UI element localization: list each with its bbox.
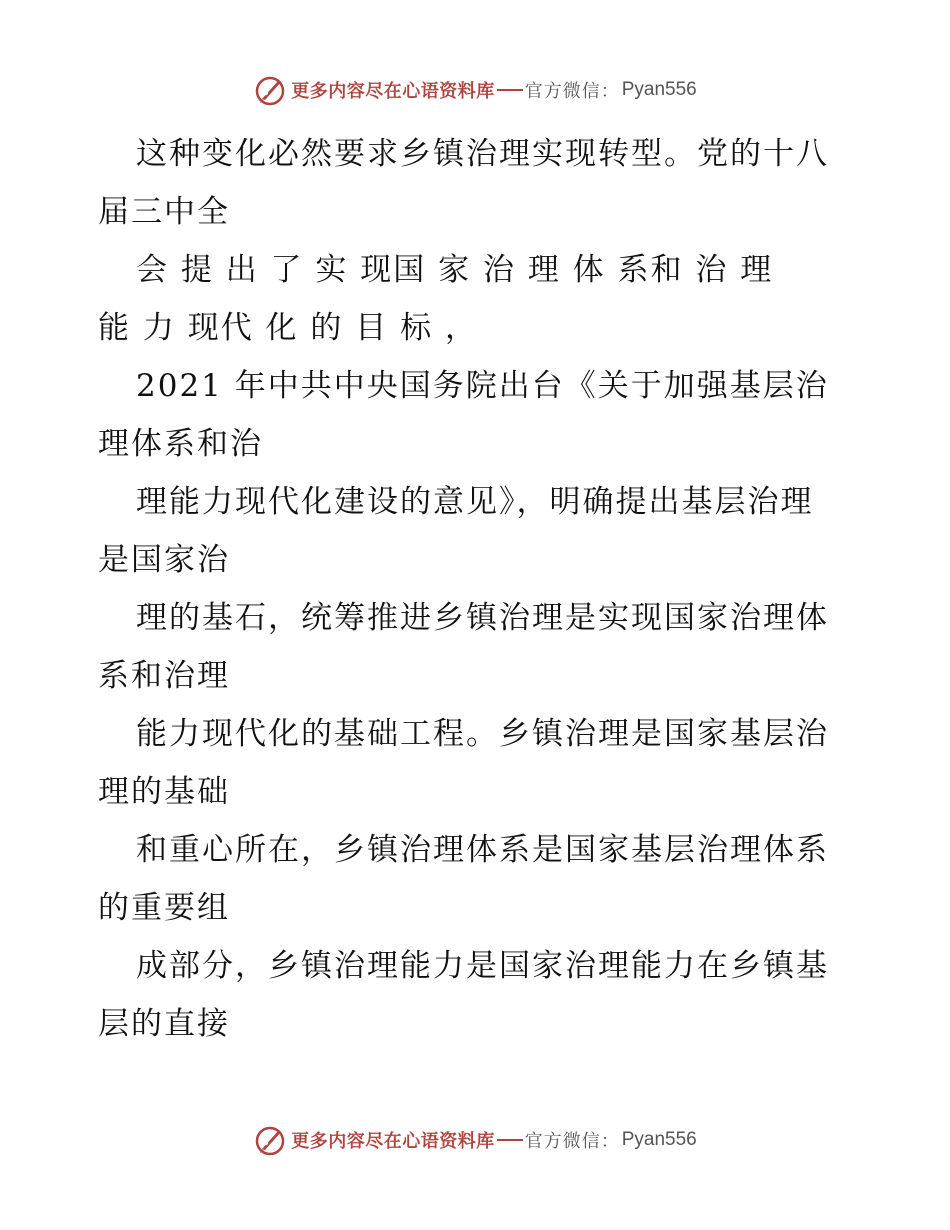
text-line: 理能力现代化建设的意见》，明确提出基层治理 (136, 484, 814, 520)
text-line: 是国家治 (98, 542, 230, 578)
quill-pen-logo-icon (253, 73, 287, 107)
text-line: 届三中全 (98, 194, 230, 230)
watermark-wechat-id: Pyan556 (621, 1129, 697, 1150)
text-line: 的重要组 (98, 890, 230, 926)
watermark-wechat-id: Pyan556 (621, 79, 697, 100)
text-line: 能 力 现代 化 的 目 标 ， (98, 310, 478, 346)
header-watermark (0, 70, 950, 110)
text-line: 理的基石，统筹推进乡镇治理是实现国家治理体 (136, 600, 829, 636)
watermark-separator (497, 1139, 523, 1141)
watermark-brand-text: 更多内容尽在心语资料库 (291, 81, 495, 102)
text-line: 这种变化必然要求乡镇治理实现转型。党的十八 (136, 136, 829, 172)
footer-watermark (0, 1120, 950, 1160)
text-line: 层的直接 (98, 1006, 230, 1042)
text-line: 和重心所在，乡镇治理体系是国家基层治理体系 (136, 832, 829, 868)
text-line: 理的基础 (98, 774, 230, 810)
text-line: 理体系和治 (98, 426, 263, 462)
text-line: 能力现代化的基础工程。乡镇治理是国家基层治 (136, 716, 829, 752)
watermark-separator (497, 89, 523, 91)
document-body (98, 125, 850, 1053)
watermark-brand-text: 更多内容尽在心语资料库 (291, 1131, 495, 1152)
watermark-label-text: 官方微信： (524, 81, 620, 102)
text-line: 成部分，乡镇治理能力是国家治理能力在乡镇基 (136, 948, 829, 984)
watermark-label-text: 官方微信： (524, 1131, 620, 1152)
text-line: 2021 年中共中央国务院出台《关于加强基层治 (136, 368, 829, 404)
paragraph (98, 125, 850, 1053)
text-line: 系和治理 (98, 658, 230, 694)
text-line: 会 提 出 了 实 现国 家 治 理 体 系和 治 理 (136, 252, 774, 288)
quill-pen-logo-icon (253, 1123, 287, 1157)
